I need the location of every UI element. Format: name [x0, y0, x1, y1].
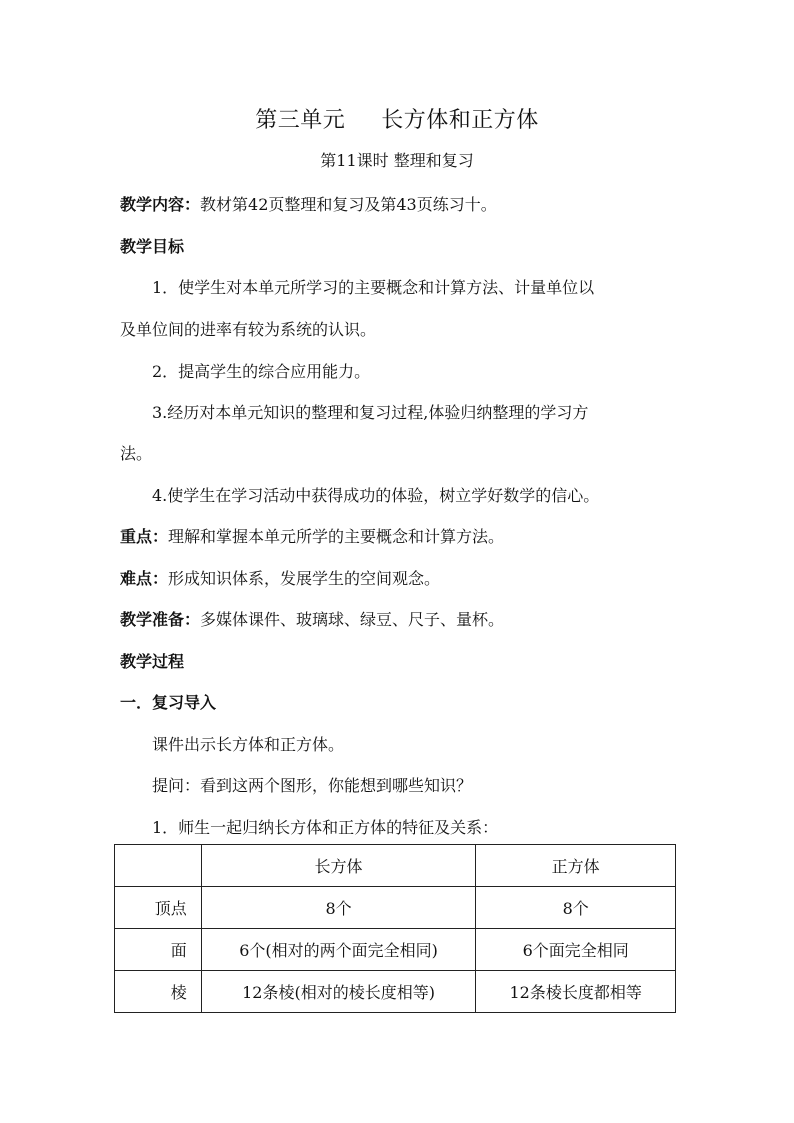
objectives-heading: 教学目标 — [120, 237, 185, 256]
difficulty-text: 形成知识体系，发展学生的空间观念。 — [168, 569, 441, 588]
objective-1-line-1: 1．使学生对本单元所学习的主要概念和计算方法、计量单位以 — [152, 278, 595, 297]
page-title — [0, 103, 794, 134]
table-cell: 6个(相对的两个面完全相同) — [201, 929, 476, 971]
lesson-subtitle: 第11课时 整理和复习 — [320, 151, 474, 170]
title-topic: 长方体和正方体 — [381, 108, 539, 133]
process-paragraph-1: 课件出示长方体和正方体。 — [152, 735, 345, 754]
objective-4: 4.使学生在学习活动中获得成功的体验，树立学好数学的信心。 — [152, 486, 600, 505]
table-row-label: 面 — [115, 929, 202, 971]
process-paragraph-2: 提问：看到这两个图形，你能想到哪些知识？ — [152, 776, 473, 795]
table-row-label: 顶点 — [115, 887, 202, 929]
table-cell: 8个 — [201, 887, 476, 929]
teaching-content-text: 教材第42页整理和复习及第43页练习十。 — [200, 195, 497, 214]
difficulty — [120, 566, 680, 589]
section-1-heading: 一．复习导入 — [120, 693, 217, 712]
table-header-cell — [115, 845, 202, 887]
process-heading: 教学过程 — [120, 652, 185, 671]
table-row — [115, 971, 676, 1013]
key-point-label: 重点： — [120, 527, 169, 546]
table-header-cell: 长方体 — [201, 845, 476, 887]
difficulty-label: 难点： — [120, 569, 169, 588]
table-row-label: 棱 — [115, 971, 202, 1013]
table-cell: 12条棱长度都相等 — [476, 971, 676, 1013]
table-row — [115, 887, 676, 929]
table-cell: 12条棱(相对的棱长度相等) — [201, 971, 476, 1013]
table-header-cell: 正方体 — [476, 845, 676, 887]
process-paragraph-3: 1．师生一起归纳长方体和正方体的特征及关系： — [152, 818, 499, 837]
preparation-text: 多媒体课件、玻璃球、绿豆、尺子、量杯。 — [200, 610, 505, 629]
table-row — [115, 929, 676, 971]
preparation-label: 教学准备： — [120, 610, 201, 629]
table-cell: 6个面完全相同 — [476, 929, 676, 971]
objective-3-line-2: 法。 — [120, 444, 153, 463]
table-header-row — [115, 845, 676, 887]
teaching-content-label: 教学内容： — [120, 195, 201, 214]
objective-3-line-1: 3.经历对本单元知识的整理和复习过程,体验归纳整理的学习方 — [152, 403, 589, 422]
features-table — [114, 844, 676, 1013]
teaching-content — [120, 192, 680, 215]
objective-2: 2．提高学生的综合应用能力。 — [152, 362, 371, 381]
preparation — [120, 607, 680, 630]
title-unit: 第三单元 — [255, 108, 346, 133]
objective-1-line-2: 及单位间的进率有较为系统的认识。 — [120, 320, 377, 339]
key-point-text: 理解和掌握本单元所学的主要概念和计算方法。 — [168, 527, 505, 546]
table-cell: 8个 — [476, 887, 676, 929]
key-point — [120, 524, 680, 547]
